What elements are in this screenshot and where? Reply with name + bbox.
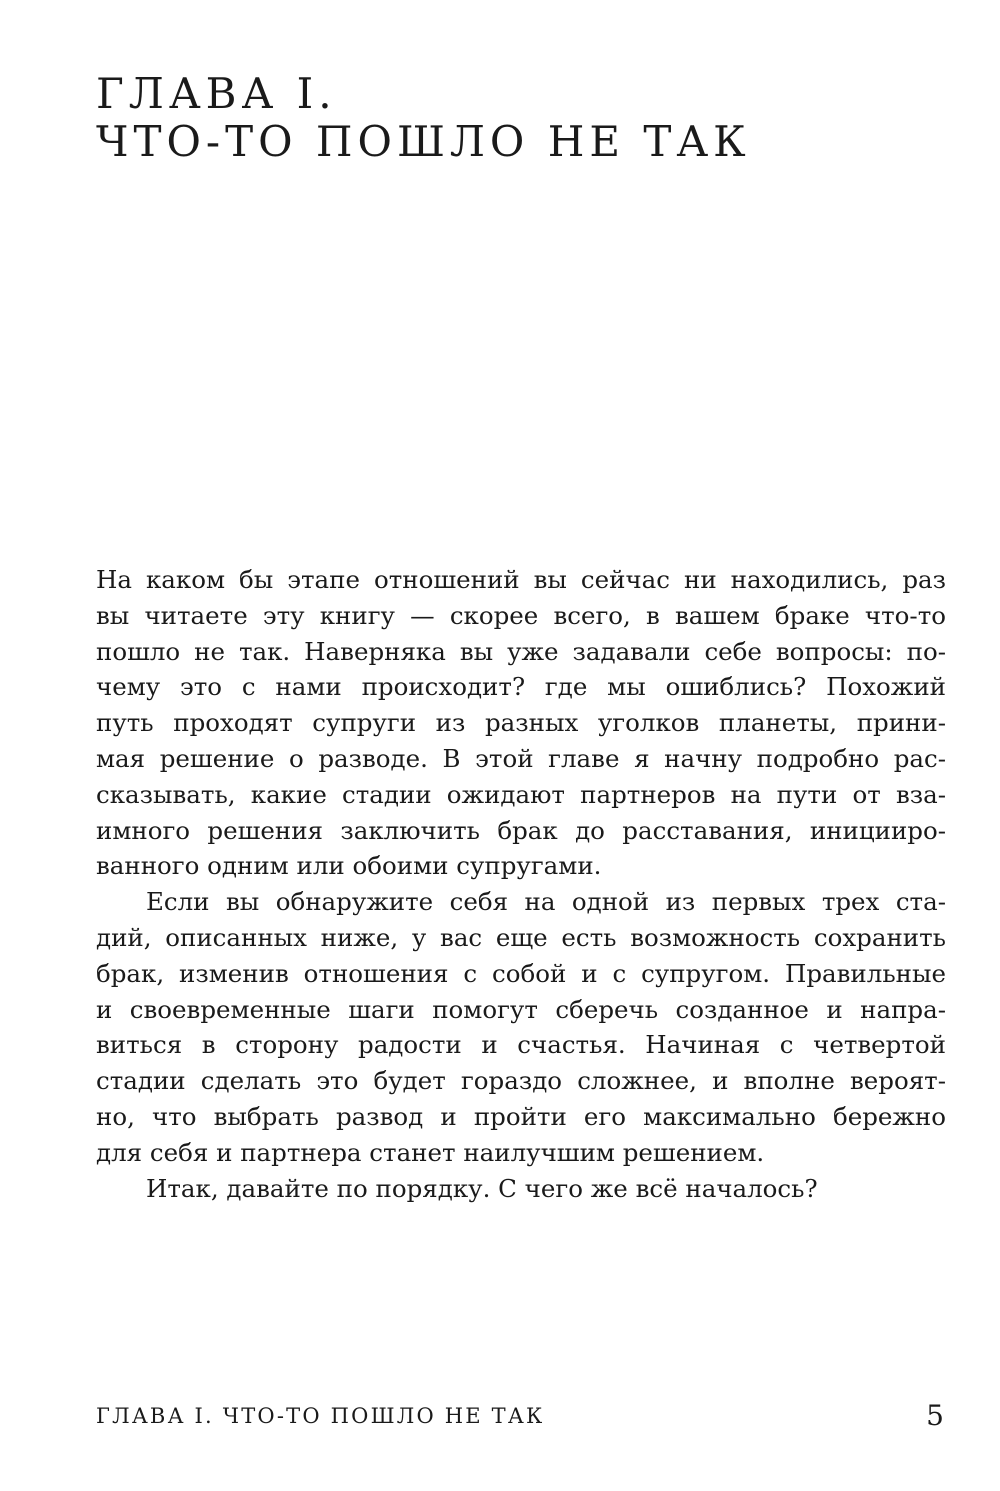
text-line: чему это с нами происходит? где мы ошиблись? Похожий: [96, 672, 946, 702]
text-line: брак, изменив отношения с собой и с супругом. Правильные: [96, 958, 946, 988]
chapter-title: ЧТО-ТО ПОШЛО НЕ ТАК: [96, 117, 751, 166]
text-line: сказывать, какие стадии ожидают партнеров на пути от вза-: [96, 779, 946, 809]
text-line: мая решение о разводе. В этой главе я начну подробно рас-: [96, 743, 946, 773]
body-text: [96, 562, 946, 1206]
text-line: вы читаете эту книгу — скорее всего, в вашем браке что-то: [96, 600, 946, 630]
text-line: пошло не так. Наверняка вы уже задавали себе вопросы: по-: [96, 636, 946, 666]
page-number: 5: [926, 1399, 944, 1432]
text-line: ванного одним или обоими супругами.: [96, 851, 602, 881]
text-line: виться в сторону радости и счастья. Начиная с четвертой: [96, 1030, 946, 1060]
chapter-number: ГЛАВА I.: [96, 69, 337, 118]
text-line: На каком бы этапе отношений вы сейчас ни находились, раз: [96, 565, 946, 594]
chapter-heading: [96, 70, 916, 166]
text-line: и своевременные шаги помогут сберечь созданное и напра-: [96, 994, 946, 1024]
text-line: дий, описанных ниже, у вас еще есть возможность сохранить: [96, 922, 946, 952]
text-line: Если вы обнаружите себя на одной из первых трех ста-: [146, 887, 946, 917]
text-line: но, что выбрать развод и пройти его максимально бережно: [96, 1101, 946, 1131]
text-line: стадии сделать это будет гораздо сложнее, и вполне вероят-: [96, 1066, 946, 1096]
text-line: путь проходят супруги из разных уголков планеты, прини-: [96, 708, 946, 738]
running-footer: ГЛАВА I. ЧТО-ТО ПОШЛО НЕ ТАК: [96, 1404, 545, 1428]
text-line: Итак, давайте по порядку. С чего же всё началось?: [146, 1173, 818, 1203]
text-line: имного решения заключить брак до расставания, иницииро-: [96, 815, 946, 845]
text-line: для себя и партнера станет наилучшим решением.: [96, 1137, 765, 1167]
